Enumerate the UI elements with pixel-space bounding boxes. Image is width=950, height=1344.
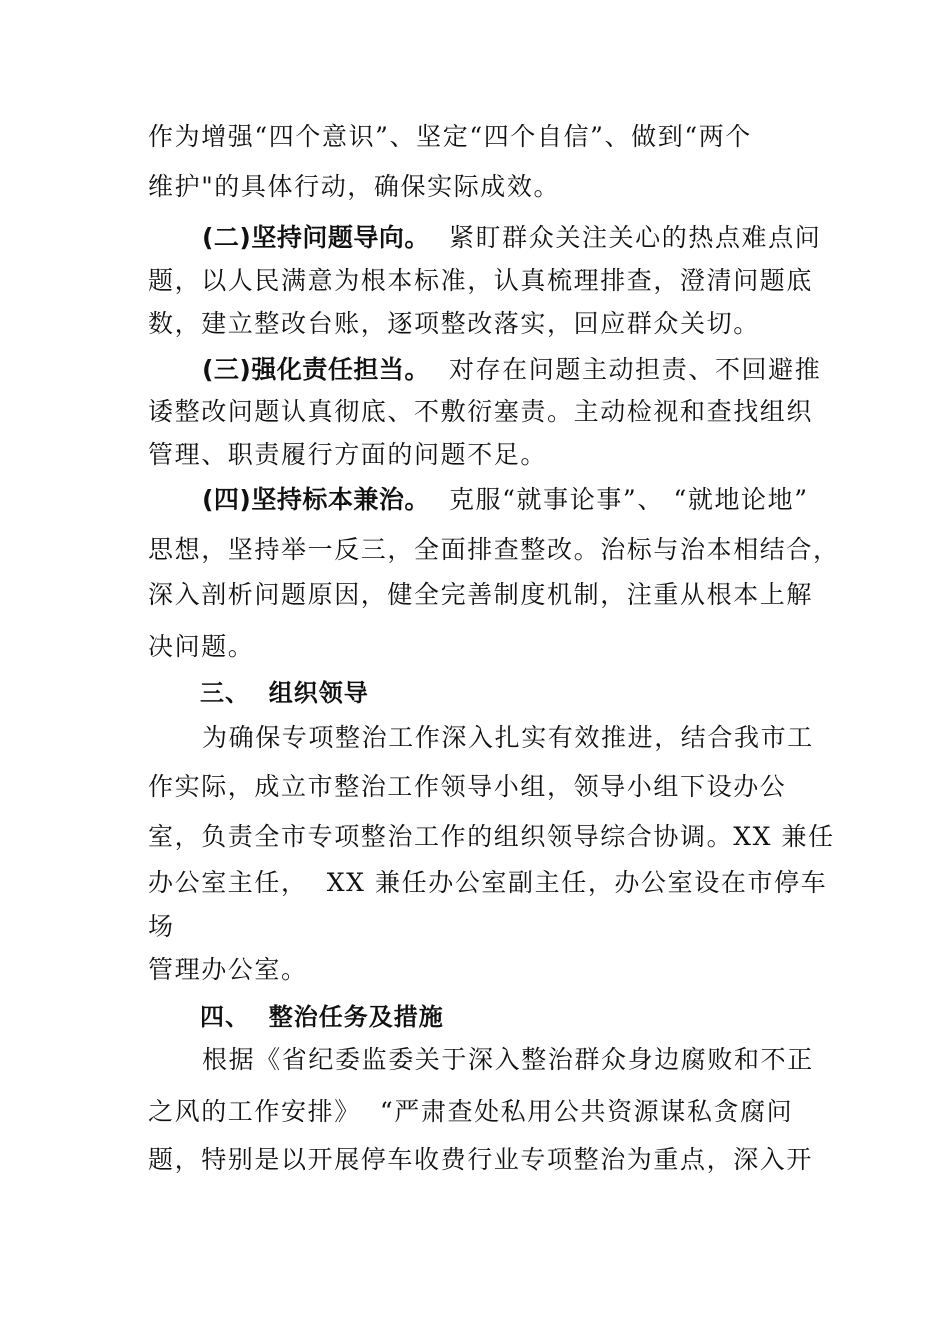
paragraph-line: 决问题。 (148, 632, 255, 661)
subheading-bold: (三)强化责任担当。 (202, 355, 430, 384)
paragraph-line: 作为增强“四个意识”、坚定“四个自信”、做到“两个 (148, 122, 752, 151)
paragraph-line: 之风的工作安排》 “严肃查处私用公共资源谋私贪腐问 (148, 1097, 794, 1126)
paragraph-line: 作实际，成立市整治工作领导小组，领导小组下设办公 (148, 772, 787, 801)
paragraph-line: 思想，坚持举一反三，全面排查整改。治标与治本相结合， (148, 535, 840, 564)
paragraph-text: 对存在问题主动担责、不回避推 (429, 355, 822, 384)
paragraph-line (202, 223, 821, 253)
section-heading: 三、 组织领导 (200, 679, 369, 707)
subheading-bold: (四)坚持标本兼治。 (202, 485, 430, 514)
paragraph-line: 深入剖析问题原因，健全完善制度机制，注重从根本上解 (148, 580, 814, 609)
paragraph-line: 管理办公室。 (148, 955, 308, 984)
subheading-bold: (二)坚持问题导向。 (202, 223, 430, 252)
paragraph-line: 根据《省纪委监委关于深入整治群众身边腐败和不正 (202, 1045, 814, 1074)
paragraph-line (202, 355, 821, 385)
section-heading: 四、 整治任务及措施 (200, 1003, 444, 1031)
paragraph-line (202, 485, 809, 515)
paragraph-line: 题，特别是以开展停车收费行业专项整治为重点，深入开 (148, 1145, 814, 1174)
paragraph-line: 为确保专项整治工作深入扎实有效推进，结合我市工 (202, 723, 814, 752)
paragraph-text: 紧盯群众关注关心的热点难点问 (429, 223, 822, 252)
paragraph-line: 办公室主任， XX 兼任办公室副主任，办公室设在市停车 (148, 868, 828, 897)
paragraph-line: 室，负责全市专项整治工作的组织领导综合协调。XX 兼任 (148, 822, 835, 851)
paragraph-line: 诿整改问题认真彻底、不敷衍塞责。主动检视和查找组织 (148, 397, 814, 426)
paragraph-line: 维护"的具体行动，确保实际成效。 (148, 172, 561, 201)
paragraph-text: 克服“就事论事”、 “就地论地” (429, 485, 809, 514)
paragraph-line: 管理、职责履行方面的问题不足。 (148, 440, 548, 469)
paragraph-line: 数，建立整改台账，逐项整改落实，回应群众关切。 (148, 309, 760, 338)
paragraph-line: 场 (148, 912, 175, 941)
paragraph-line: 题，以人民满意为根本标准，认真梳理排查，澄清问题底 (148, 266, 814, 295)
